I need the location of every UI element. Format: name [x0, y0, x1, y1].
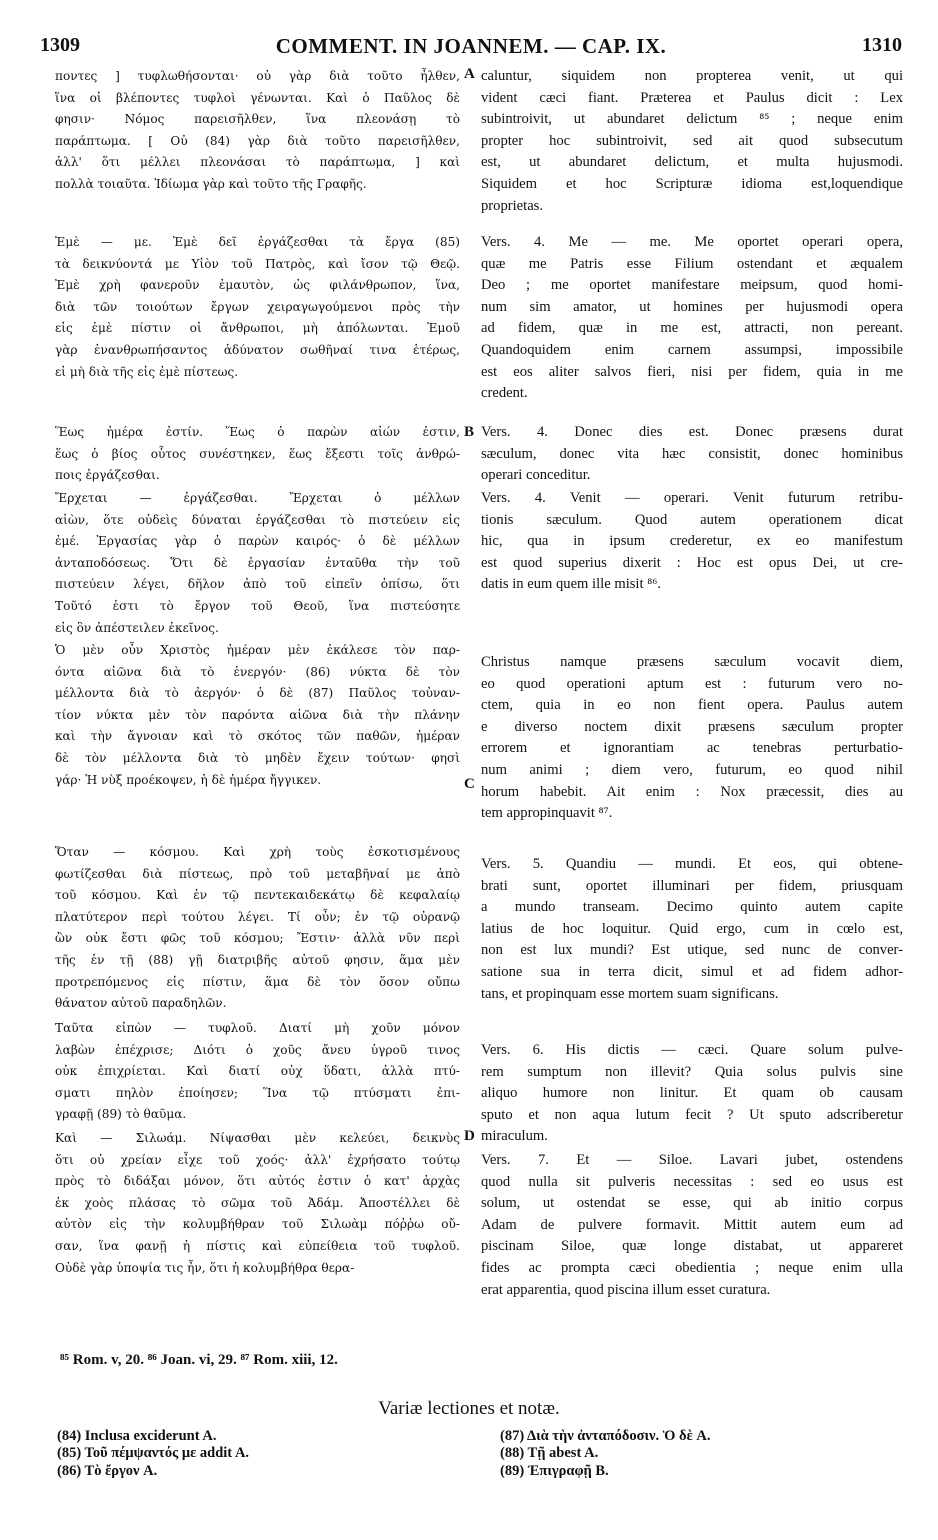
text-line: non est lux mundi? Est utique, sed nunc de conver- — [481, 942, 903, 959]
text-line: Vers. 5. Quandiu — mundi. Et eos, qui obtene- — [481, 856, 903, 872]
margin-letter-d: D — [464, 1128, 475, 1144]
text-line: λαβὼν ἐπέχρισε; Διότι ὁ χοῦς ἄνευ ὑγροῦ τινος — [55, 1042, 460, 1057]
text-line: miraculum. — [481, 1128, 548, 1145]
text-line: πολλὰ τοιαῦτα. Ἰδίωμα γὰρ καὶ τοῦτο τῆς Γραφῆς. — [55, 176, 367, 191]
text-line: aliquo humore non linitur. Et quam ob causam — [481, 1085, 903, 1102]
paragraph — [55, 1018, 460, 1126]
note-line: (84) Inclusa exciderunt A. — [57, 1428, 217, 1444]
paragraph — [481, 854, 903, 1005]
text-line: Christus namque præsens sæculum vocavit diem, — [481, 654, 903, 670]
text-line: Τοῦτό ἐστι τὸ ἔργον τοῦ Θεοῦ, ἵνα πιστεύσητε — [55, 598, 460, 613]
running-title: COMMENT. IN JOANNEM. — CAP. IX. — [275, 34, 667, 58]
paragraph — [55, 640, 460, 791]
paragraph — [481, 488, 903, 596]
text-line: Ὅταν — κόσμου. Καὶ χρὴ τοὺς ἐσκοτισμένους — [55, 845, 460, 859]
note-line: (86) Τὸ ἔργον A. — [57, 1462, 158, 1479]
text-line: propter hoc subintroivit, sed ait quod subsecutum — [481, 132, 903, 149]
text-line: σματι πηλὸν ἐποίησεν; Ἵνα τῷ πτύσματι ἐπι- — [55, 1085, 460, 1100]
note-line: (85) Τοῦ πέμψαντός με addit A. — [57, 1445, 250, 1462]
text-line: εἰ μὴ διὰ τῆς εἰς ἐμὲ πίστεως. — [55, 364, 239, 379]
text-line: Καὶ — Σιλωάμ. Νίψασθαι μὲν κελεύει, δεικνὺς — [55, 1131, 460, 1145]
text-line: φησιν· Νόμος παρεισῆλθεν, ἵνα πλεονάσῃ τὸ — [55, 112, 460, 127]
text-line: μέλλοντα διὰ τὸ ἀεργόν· ὁ δὲ (87) Παῦλος τοὐναν- — [55, 686, 460, 701]
variant-notes-right — [500, 1428, 711, 1480]
text-line: a mundo transeam. Decimo quinto autem capite — [481, 899, 903, 916]
paragraph — [481, 422, 903, 487]
page-header — [40, 34, 902, 60]
text-line: ἵνα οἱ βλέποντες τυφλοὶ γένωνται. Καὶ ὁ Παῦλος δὲ — [55, 90, 460, 105]
text-line: Ἕως ἡμέρα ἐστίν. Ἕως ὁ παρὼν αἰών ἐστιν, — [55, 425, 460, 439]
paragraph — [55, 66, 460, 196]
text-line: Vers. 4. Me — me. Me oportet operari opera, — [481, 234, 903, 250]
paragraph — [481, 1150, 903, 1301]
text-line: Siquidem et hoc Scripturæ idioma est,loquendique — [481, 175, 903, 192]
text-line: ὅτι οὐ χρείαν εἶχε τοῦ χοός· ἀλλ' ἐχρήσατο τούτῳ — [55, 1152, 460, 1167]
footnotes: ⁸⁵ Rom. v, 20. ⁸⁶ Joan. vi, 29. ⁸⁷ Rom. xiii, 12. — [60, 1352, 338, 1368]
note-line: (89) Ἐπιγραφῇ B. — [500, 1462, 609, 1479]
note-line: (88) Τῇ abest A. — [500, 1445, 599, 1462]
notes-title: Variæ lectiones et notæ. — [378, 1398, 560, 1419]
text-line: ἐκ χοὸς πλάσας τὸ σῶμα τοῦ Ἀδάμ. Ἀποστέλλει δὲ — [55, 1195, 460, 1210]
text-line: αὐτὸν εἰς τὴν κολυμβήθραν τοῦ Σιλωὰμ πόῤῥω οὔ- — [55, 1217, 460, 1232]
text-line: δὲ τὸν μέλλοντα διὰ τὸ μηδὲν ἔχειν τούτων· φησὶ — [55, 750, 460, 765]
text-line: sæculum, donec vita hæc consistit, donec hominibus — [481, 445, 903, 462]
text-line: εἰς ἐμὲ πίστιν οἱ ἄνθρωποι, μὴ ἀπόλωνται. Ἐμοῦ — [55, 321, 460, 336]
text-line: quæ me Patris esse Filium ostendant et æqualem — [481, 255, 903, 272]
text-line: παράπτωμα. [ Οὐ (84) γὰρ διὰ τοῦτο παρεισῆλθεν, — [55, 133, 460, 148]
paragraph — [55, 488, 460, 639]
text-line: ad fidem, quæ in me est, attracti, non pereant. — [481, 320, 903, 337]
text-line: ποντες ] τυφλωθήσονται· οὐ γὰρ διὰ τοῦτο ἦλθεν, — [55, 69, 460, 83]
text-line: satione sua in terra dicit, simul et ad fidem adhor- — [481, 963, 903, 980]
text-line: e diverso noctem dixit præsens sæculum propter — [481, 718, 903, 735]
text-line: γάρ· Ἡ νὺξ προέκοψεν, ἡ δὲ ἡμέρα ἤγγικεν. — [55, 772, 322, 787]
text-line: καὶ τὴν ἄγνοιαν καὶ τὸ σκότος τῶν παθῶν, ἡμέραν — [55, 729, 460, 744]
margin-letter-a: A — [464, 66, 475, 82]
text-line: tionis sæculum. Quod autem operationem dicat — [481, 511, 903, 528]
text-line: rem sumptum non illevit? Quia solus pulvis sine — [481, 1063, 903, 1080]
text-line: subintroivit, ut abundaret delictum ⁸⁵ ; neque enim — [481, 111, 903, 128]
text-line: erat apparentia, quod piscina illum esset curatura. — [481, 1281, 771, 1298]
text-line: διὰ τῶν τοιούτων ἔργων χειραγωγούμενοι πρὸς τὴν — [55, 299, 460, 314]
text-line: πλατύτερον περὶ τούτου λέγει. Τί οὖν; ἐν τῷ οὐρανῷ — [55, 909, 460, 924]
text-line: Adam de pulvere formavit. Mittit autem eum ad — [481, 1216, 903, 1233]
text-line: Vers. 7. Et — Siloe. Lavari jubet, ostendens — [481, 1152, 903, 1168]
page-number-left: 1309 — [40, 34, 80, 56]
text-line: Οὐδὲ γὰρ ὑποψία τις ἦν, ὅτι ἡ κολυμβήθρα θερα- — [55, 1260, 355, 1275]
variant-notes-left — [57, 1428, 249, 1480]
text-line: ἕως ὁ βίος οὗτος συνέστηκεν, ἕως ἔξεστι τοῖς ἀνθρώ- — [55, 446, 460, 461]
paragraph — [481, 652, 903, 825]
paragraph — [55, 422, 460, 487]
text-line: hic, qua in ipsum crederetur, ex eo manifestum — [481, 533, 903, 550]
text-line: σαν, ἵνα φανῇ ἡ πίστις καὶ εὐπείθεια τοῦ τυφλοῦ. — [55, 1238, 460, 1253]
text-line: ἐμέ. Ἐργασίας γὰρ ὁ παρὼν καιρός· ὁ δὲ μέλλων — [55, 534, 460, 549]
text-line: πιστεύειν λέγει, δῆλον ἀπὸ τοῦ εἰπεῖν ὀπίσω, ὅτι — [55, 577, 460, 592]
text-line: Ταῦτα εἰπὼν — τυφλοῦ. Διατί μὴ χοῦν μόνον — [55, 1021, 460, 1035]
text-line: φωτίζεσθαι διὰ πίστεως, πρὸ τοῦ μεταβῆναί με ἀπὸ — [55, 866, 460, 881]
text-line: τοῦ κόσμου. Καὶ ἐν τῷ πεντεκαιδεκάτῳ δὲ κεφαλαίῳ — [55, 888, 460, 903]
text-line: quod nulla sit pulveris necessitas : sed eo usus est — [481, 1173, 903, 1190]
text-line: solum, ut ostendat se esse, qui ab initio corpus — [481, 1195, 903, 1212]
text-line: οὐκ ἐπιχρίεται. Καὶ διατί οὐχ ὕδατι, ἀλλὰ πτύ- — [55, 1064, 460, 1079]
text-line: num sim amator, ut homines per hujusmodi opera — [481, 298, 903, 315]
text-line: ἀνταποδόσεως. Ὅτι δὲ ἐργασίαν ἐνταῦθα τὴν τοῦ — [55, 555, 460, 570]
text-line: Quandoquidem enim carnem assumpsi, impossibile — [481, 341, 903, 358]
paragraph — [55, 232, 460, 383]
text-line: Vers. 6. His dictis — cæci. Quare solum pulve- — [481, 1042, 903, 1058]
paragraph — [481, 1040, 903, 1148]
page-number-right: 1310 — [862, 34, 902, 56]
text-line: tans, et propinquam esse mortem suam significans. — [481, 985, 779, 1002]
text-line: operari conceditur. — [481, 467, 591, 484]
text-line: ctem, quia in eo non fient opera. Paulus autem — [481, 697, 903, 714]
text-line: προτρεπόμενος εἰς πίστιν, ἅμα δὲ τὸν ὅσον οὔπω — [55, 974, 460, 989]
text-line: datis in eum quem ille misit ⁸⁶. — [481, 576, 662, 593]
text-line: credent. — [481, 385, 528, 402]
text-line: Ἔρχεται — ἐργάζεσθαι. Ἔρχεται ὁ μέλλων — [55, 491, 460, 505]
text-line: est eos aliter salvos fieri, nisi per fidem, quia in me — [481, 363, 903, 380]
text-line: όντα αἰῶνα διὰ τὸ ἐνεργόν· (86) νύκτα δὲ τὸν — [55, 664, 460, 679]
text-line: Ἐμὲ χρὴ φανεροῦν ἐμαυτὸν, ὡς φιλάνθρωπον, ἵνα, — [55, 278, 460, 293]
paragraph — [55, 842, 460, 1015]
text-line: brati sunt, oportet illuminari per fidem, priusquam — [481, 877, 903, 894]
paragraph — [481, 232, 903, 405]
text-line: θάνατον αὐτοῦ παραδηλῶν. — [55, 996, 227, 1011]
text-line: Deo ; me oportet manifestare meipsum, quod homi- — [481, 277, 903, 294]
text-line: τὰ δεικνύοντά με Υἱὸν τοῦ Πατρὸς, καὶ ἴσον τῷ Θεῷ. — [55, 256, 460, 271]
text-line: εἰς ὃν ἀπέστειλεν ἐκεῖνος. — [55, 620, 219, 635]
text-line: πρὸς τὸ διδάξαι μόνον, ὅτι αὐτός ἐστιν ὁ κατ' ἀρχὰς — [55, 1174, 460, 1189]
text-line: ποις ἐργάζεσθαι. — [55, 468, 160, 483]
text-line: sputo et non aqua lutum fecit ? Ut sputo adscriberetur — [481, 1106, 903, 1123]
text-line: τῆς ἐν τῇ (88) γῇ διατριβῆς αὐτοῦ φησιν, ἅμα μὲν — [55, 952, 460, 967]
margin-letter-b: B — [464, 424, 475, 440]
paragraph — [55, 1128, 460, 1279]
text-line: horum habebit. Ait enim : Nox præcessit, dies au — [481, 783, 903, 800]
text-line: vident cæci fiant. Præterea et Paulus dicit : Lex — [481, 89, 903, 106]
text-line: caluntur, siquidem non propterea venit, ut qui — [481, 68, 903, 84]
text-line: Ὁ μὲν οὖν Χριστὸς ἡμέραν μὲν ἐκάλεσε τὸν παρ- — [55, 643, 460, 657]
text-line: piscinam Siloe, quæ longe distabat, ut appareret — [481, 1238, 903, 1255]
text-line: Ἐμὲ — με. Ἐμὲ δεῖ ἐργάζεσθαι τὰ ἔργα (85) — [55, 235, 460, 249]
text-line: Vers. 4. Donec dies est. Donec præsens durat — [481, 424, 903, 440]
text-line: ὢν οὐκ ἔστι φῶς τοῦ κόσμου; Ἔστιν· ἀλλὰ νῦν περὶ — [55, 931, 460, 946]
margin-letter-c: C — [464, 776, 475, 792]
text-line: eo quod operationi aptum est : futurum vero no- — [481, 675, 903, 692]
text-line: γὰρ ἐνανθρωπήσαντος ἀδύνατον σωθῆναί τινα ἑτέρως, — [55, 342, 460, 357]
text-line: errorem et ignorantiam ac tenebras perturbatio- — [481, 740, 903, 757]
text-line: est, ut abundaret delictum, et multa hujusmodi. — [481, 154, 903, 171]
text-line: γραφῇ (89) τὸ θαῦμα. — [55, 1107, 187, 1122]
text-line: tem appropinquavit ⁸⁷. — [481, 805, 613, 822]
note-line: (87) Διὰ τὴν ἀνταπόδοσιν. Ὁ δὲ A. — [500, 1428, 711, 1444]
text-line: fides ac prompta cæci obedientia ; neque enim ulla — [481, 1259, 903, 1276]
text-line: ἀλλ' ὅτι μέλλει πλεονάσαι τὸ παράπτωμα, ] καὶ — [55, 155, 460, 170]
text-line: latius de hoc loquitur. Quid ergo, cum in cœlo est, — [481, 920, 903, 937]
text-line: Vers. 4. Venit — operari. Venit futurum retribu- — [481, 490, 903, 506]
text-line: αἰὼν, ὅτε οὐδεὶς δύναται ἐργάζεσθαι τὸ πιστεύειν εἰς — [55, 512, 460, 527]
text-line: τίον νύκτα μὲν τὸν παρόντα αἰῶνα διὰ τὴν πλάνην — [55, 707, 460, 722]
text-line: num animi ; diem vero, futurum, eo quod nihil — [481, 761, 903, 778]
text-line: est quod superius dixerit : Hoc est opus Dei, ut cre- — [481, 554, 903, 571]
paragraph — [481, 66, 903, 217]
text-line: proprietas. — [481, 197, 544, 214]
